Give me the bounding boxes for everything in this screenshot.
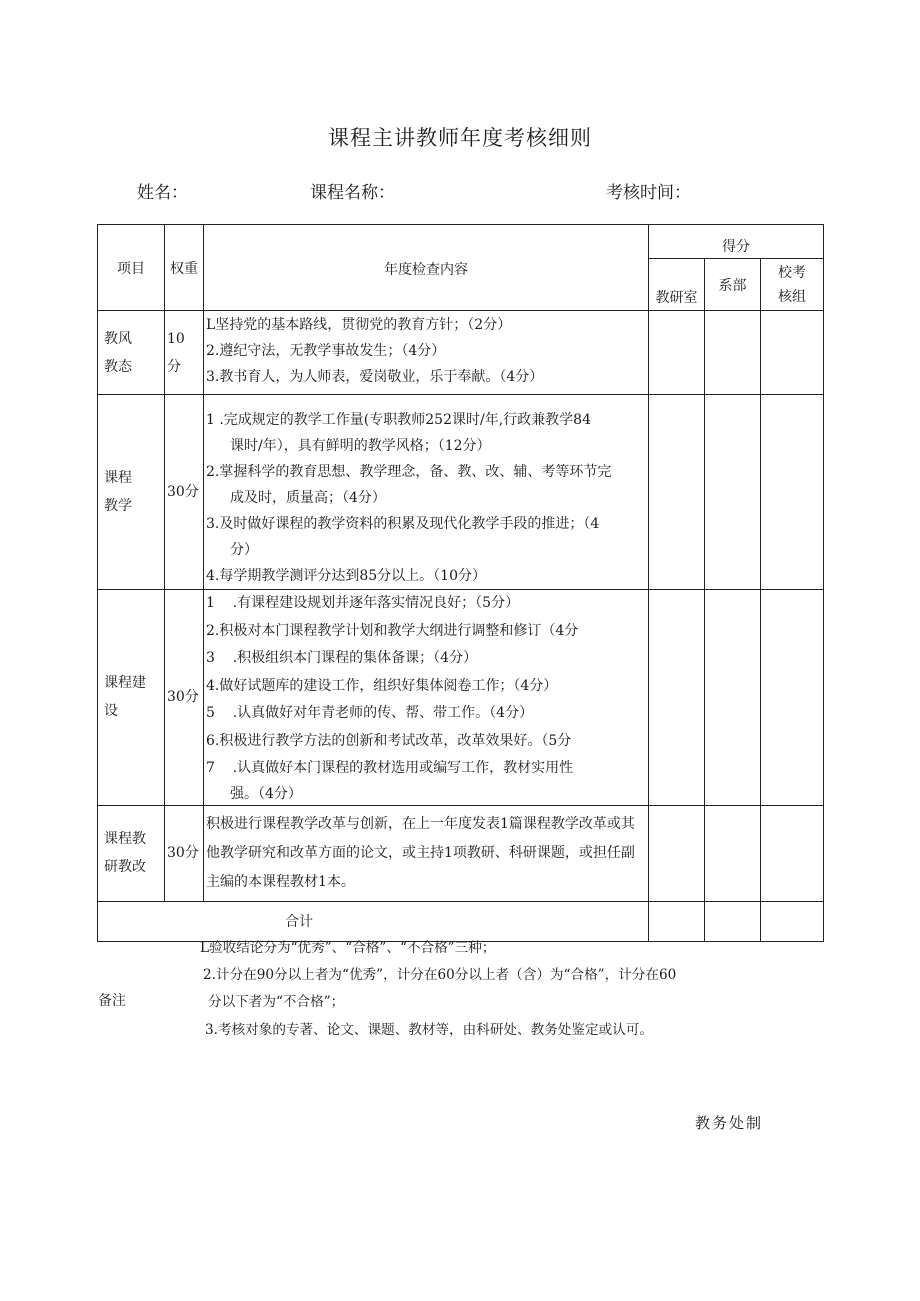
total-label: 合计 [98, 901, 649, 941]
list-item: 积极进行课程教学改革与创新，在上一年度发表1篇课程教学改革或其他教学研究和改革方面的论文，或主持1项教研、科研课题，或担任副主编的本课程教材1本。 [206, 815, 635, 890]
list-item: 3.及时做好课程的教学资料的积累及现代化教学手段的推进；（4 [206, 516, 600, 532]
score-cell[interactable] [761, 590, 824, 806]
table-row [98, 590, 824, 806]
category-line: 课程教 [104, 831, 146, 847]
note-2: 2.计分在90分以上者为“优秀”，计分在60分以上者（含）为“合格”，计分在60 [203, 967, 677, 983]
header-school-group-line2: 核组 [778, 288, 807, 305]
score-cell[interactable] [761, 395, 824, 590]
weight-line: 分 [167, 358, 181, 375]
total-row [98, 901, 824, 941]
list-item: 3.教书育人，为人师表，爱岗敬业，乐于奉献。（4分） [206, 369, 544, 385]
assessment-table [97, 224, 824, 942]
content-cell [204, 311, 649, 395]
header-weight: 权重 [165, 225, 204, 311]
weight-cell: 30分 [165, 805, 204, 901]
header-teaching-office: 教研室 [649, 259, 705, 311]
list-item: 2.积极对本门课程教学计划和教学大纲进行调整和修订（4分 [206, 622, 579, 639]
header-school-group-line1: 校考 [778, 264, 807, 281]
assessment-time-label: 考核时间： [606, 183, 691, 203]
score-cell[interactable] [761, 311, 824, 395]
score-cell[interactable] [761, 901, 824, 941]
score-cell[interactable] [649, 805, 705, 901]
category-cell [98, 590, 165, 806]
score-cell[interactable] [649, 311, 705, 395]
list-item: L坚持党的基本路线，贯彻党的教育方针；（2分） [206, 317, 512, 333]
list-item-continuation: 课时/年），具有鲜明的教学风格；（12分） [230, 438, 491, 454]
category-line: 研教改 [104, 859, 146, 875]
note-3: 3.考核对象的专著、论文、课题、教材等，由科研处、教务处鉴定或认可。 [205, 1022, 653, 1038]
score-cell[interactable] [649, 901, 705, 941]
category-line: 设 [104, 703, 118, 720]
list-item: 2.遵纪守法，无教学事故发生；（4分） [206, 343, 446, 359]
content-cell [204, 590, 649, 806]
list-item: 4.每学期教学测评分达到85分以上。（10分） [206, 568, 486, 584]
list-item-continuation: 成及时，质量高；（4分） [230, 490, 386, 506]
score-cell[interactable] [705, 901, 761, 941]
notes-label: 备注 [98, 993, 126, 1009]
header-department: 系部 [705, 259, 761, 311]
score-cell[interactable] [705, 311, 761, 395]
category-cell [98, 395, 165, 590]
list-item: 6.积极进行教学方法的创新和考试改革，改革效果好。（5分 [206, 732, 572, 749]
issuer-footer: 教务处制 [695, 1114, 764, 1132]
page-title: 课程主讲教师年度考核细则 [328, 126, 592, 150]
score-cell[interactable] [705, 590, 761, 806]
list-item: 3 .积极组织本门课程的集体备课；（4分） [206, 650, 478, 666]
score-cell[interactable] [649, 590, 705, 806]
score-cell[interactable] [705, 395, 761, 590]
list-item: 1 .有课程建设规划并逐年落实情况良好；（5分） [206, 595, 520, 611]
weight-cell [165, 311, 204, 395]
list-item-continuation: 分） [230, 542, 258, 558]
weight-line: 10 [167, 330, 185, 347]
content-cell [204, 805, 649, 901]
weight-cell: 30分 [165, 590, 204, 806]
category-line: 教态 [104, 358, 132, 375]
list-item: 7 .认真做好本门课程的教材选用或编写工作，教材实用性 [206, 760, 574, 776]
table-row [98, 395, 824, 590]
content-cell [204, 395, 649, 590]
category-line: 课程建 [104, 675, 146, 692]
list-item: 4.做好试题库的建设工作，组织好集体阅卷工作；（4分） [206, 677, 558, 694]
note-1: L验收结论分为“优秀”、“合格”、“不合格”三种； [200, 940, 496, 956]
table-row [98, 311, 824, 395]
header-school-group [761, 259, 824, 311]
score-cell[interactable] [649, 395, 705, 590]
header-content: 年度检查内容 [204, 225, 649, 311]
weight-cell: 30分 [165, 395, 204, 590]
header-score: 得分 [649, 225, 824, 259]
list-item: 5 .认真做好对年青老师的传、帮、带工作。（4分） [206, 705, 534, 721]
note-2-continuation: 分以下者为“不合格”； [208, 994, 345, 1010]
category-line: 课程 [104, 470, 132, 486]
list-item-continuation: 强。（4分） [230, 785, 302, 802]
category-line: 教风 [104, 330, 132, 347]
list-item: 1 .完成规定的教学工作量(专职教师252课时/年,行政兼教学84 [206, 412, 591, 428]
course-name-label: 课程名称： [310, 183, 395, 203]
header-item: 项目 [98, 225, 165, 311]
list-item: 2.掌握科学的教育思想、教学理念，备、教、改、辅、考等环节完 [206, 464, 612, 480]
category-cell [98, 311, 165, 395]
name-label: 姓名： [137, 183, 188, 203]
table-row [98, 805, 824, 901]
category-cell [98, 805, 165, 901]
score-cell[interactable] [761, 805, 824, 901]
category-line: 教学 [104, 498, 132, 514]
score-cell[interactable] [705, 805, 761, 901]
